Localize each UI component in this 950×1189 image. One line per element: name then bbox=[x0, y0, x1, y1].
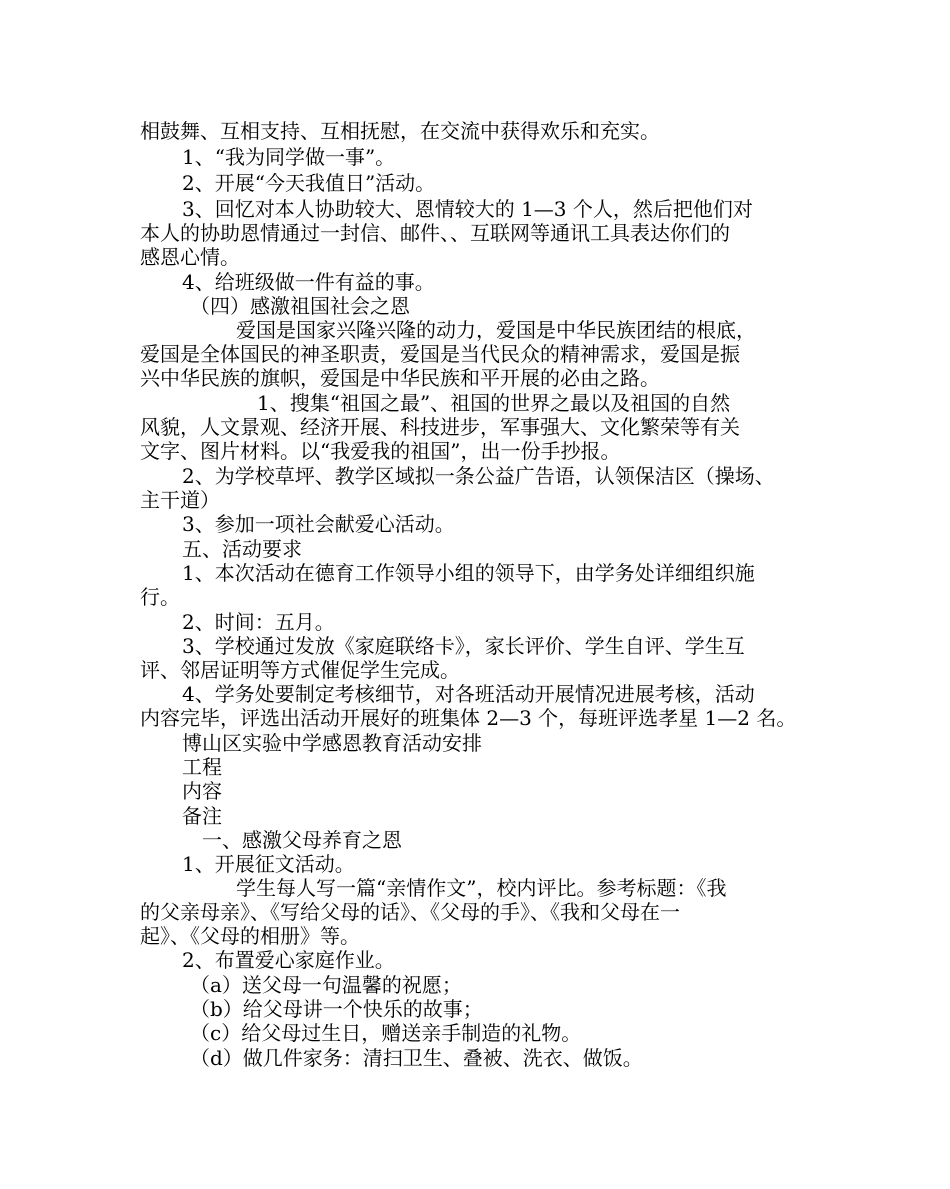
text-line: 2、为学校草坪、教学区域拟一条公益广告语，认领保洁区（操场、 bbox=[182, 464, 775, 488]
section-heading: 五、活动要求 bbox=[182, 537, 302, 561]
table-header-cell: 内容 bbox=[182, 779, 222, 803]
text-line: 爱国是国家兴隆兴隆的动力，爱国是中华民族团结的根底， bbox=[236, 318, 756, 342]
section-heading: （四）感激祖国社会之恩 bbox=[190, 294, 410, 318]
text-line: 主干道） bbox=[140, 488, 220, 512]
text-line: 3、学校通过发放《家庭联络卡》，家长评价、学生自评、学生互 bbox=[182, 634, 745, 658]
text-line: 相鼓舞、互相支持、互相抚慰，在交流中获得欢乐和充实。 bbox=[140, 119, 660, 143]
text-line: 学生每人写一篇“亲情作文”，校内评比。参考标题：《我 bbox=[236, 876, 727, 900]
text-line: 3、参加一项社会献爱心活动。 bbox=[182, 512, 455, 536]
text-line: 4、给班级做一件有益的事。 bbox=[182, 270, 435, 294]
table-header-cell: 工程 bbox=[182, 755, 222, 779]
text-line: 2、开展“今天我值日”活动。 bbox=[182, 171, 436, 195]
text-line: 文字、图片材料。以“我爱我的祖国”，出一份手抄报。 bbox=[140, 439, 621, 463]
text-line: 2、布置爱心家庭作业。 bbox=[182, 948, 395, 972]
table-title: 博山区实验中学感恩教育活动安排 bbox=[182, 731, 482, 755]
text-line: 2、时间：五月。 bbox=[182, 610, 335, 634]
text-line: 的父亲母亲》、《写给父母的话》、《父母的手》、《我和父母在一 bbox=[140, 900, 680, 924]
list-item: （a）送父母一句温馨的祝愿； bbox=[190, 973, 462, 997]
text-line: 1、“我为同学做一事”。 bbox=[182, 145, 396, 169]
text-line: 兴中华民族的旗帜，爱国是中华民族和平开展的必由之路。 bbox=[140, 366, 660, 390]
text-line: 内容完毕，评选出活动开展好的班集体 2—3 个，每班评选孝星 1—2 名。 bbox=[140, 706, 797, 730]
table-header-cell: 备注 bbox=[182, 804, 222, 828]
text-line: 评、邻居证明等方式催促学生完成。 bbox=[140, 658, 460, 682]
list-item: （b）给父母讲一个快乐的故事； bbox=[190, 997, 483, 1021]
section-heading: 一、感激父母养育之恩 bbox=[202, 828, 402, 852]
text-line: 1、搜集“祖国之最”、祖国的世界之最以及祖国的自然 bbox=[257, 391, 731, 415]
text-line: 感恩心情。 bbox=[140, 245, 240, 269]
text-line: 1、本次活动在德育工作领导小组的领导下，由学务处详细组织施 bbox=[182, 561, 755, 585]
text-line: 本人的协助恩情通过一封信、邮件、、互联网等通讯工具表达你们的 bbox=[140, 221, 730, 245]
text-line: 风貌，人文景观、经济开展、科技进步，军事强大、文化繁荣等有关 bbox=[140, 415, 740, 439]
text-line: 行。 bbox=[140, 585, 180, 609]
text-line: 1、开展征文活动。 bbox=[182, 852, 355, 876]
text-line: 爱国是全体国民的神圣职责，爱国是当代民众的精神需求，爱国是振 bbox=[140, 342, 740, 366]
list-item: （c）给父母过生日，赠送亲手制造的礼物。 bbox=[190, 1021, 582, 1045]
text-line: 4、学务处要制定考核细节，对各班活动开展情况进展考核，活动 bbox=[182, 682, 755, 706]
list-item: （d）做几件家务：清扫卫生、叠被、洗衣、做饭。 bbox=[190, 1046, 643, 1070]
text-line: 起》、《父母的相册》等。 bbox=[140, 924, 360, 948]
text-line: 3、回忆对本人协助较大、恩情较大的 1—3 个人，然后把他们对 bbox=[182, 197, 753, 221]
